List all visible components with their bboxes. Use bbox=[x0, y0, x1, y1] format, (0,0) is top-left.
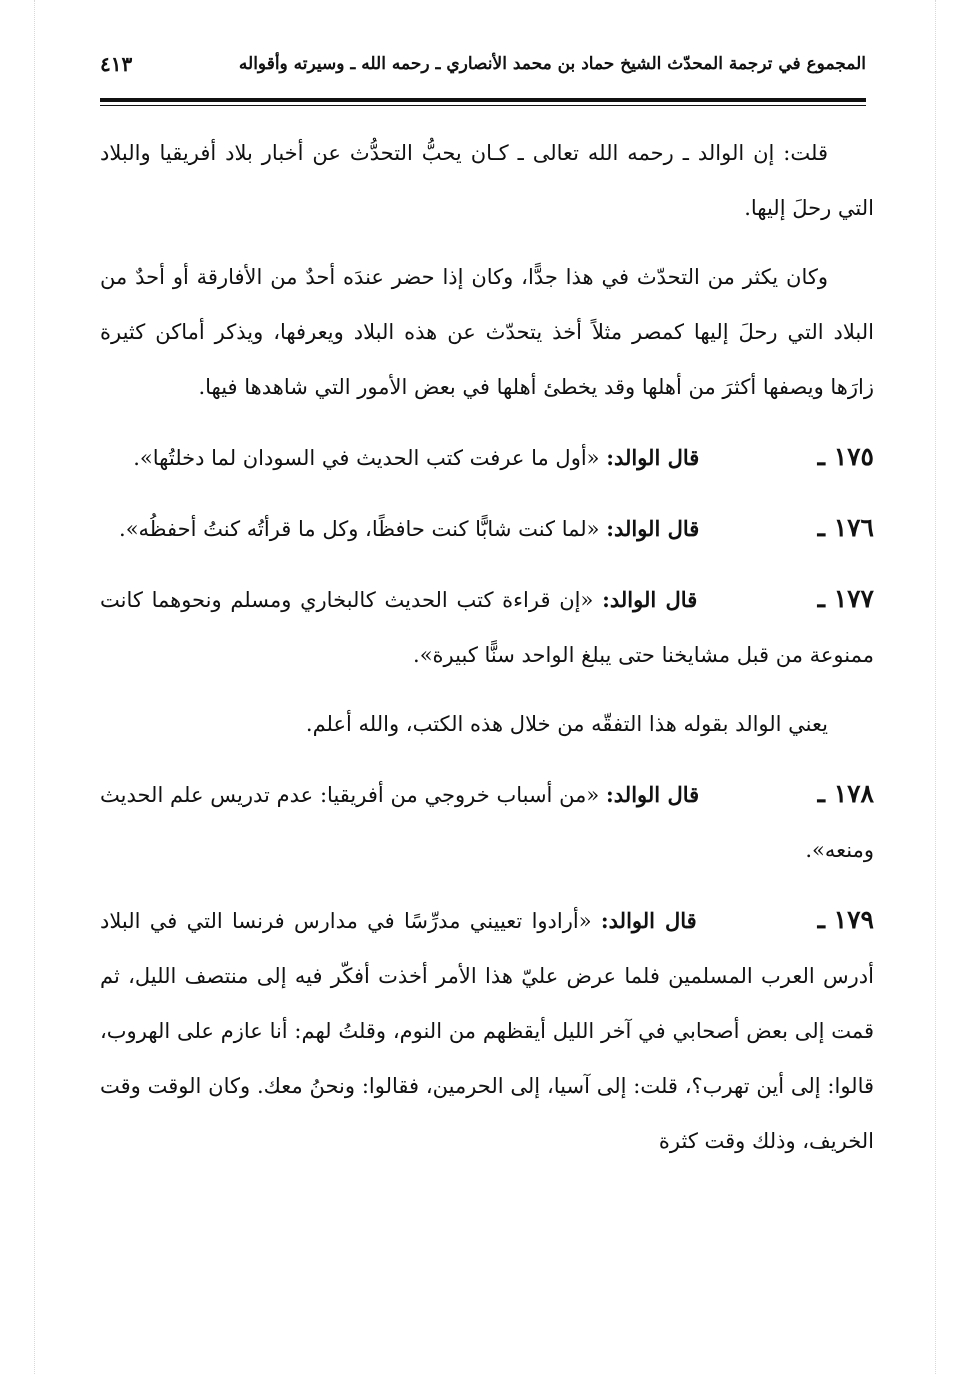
item-number: ١٧٥ ـ bbox=[817, 442, 874, 471]
scan-margin-right bbox=[933, 0, 936, 1374]
numbered-item-178 bbox=[100, 766, 874, 878]
page-number: ٤١٣ bbox=[100, 52, 133, 76]
header-rule-thin bbox=[100, 105, 866, 106]
item-label: قال الوالد: bbox=[600, 908, 697, 933]
item-number: ١٧٨ ـ bbox=[817, 779, 874, 808]
item-number: ١٧٦ ـ bbox=[817, 513, 874, 542]
page-body bbox=[100, 126, 874, 1183]
paragraph-note: يعني الوالد بقوله هذا التفقّه من خلال هذه الكتب، والله أعلم. bbox=[305, 712, 828, 736]
item-label: قال الوالد: bbox=[602, 587, 698, 612]
item-quote: «أرادوا تعييني مدرِّسًا في مدارس فرنسا التي في البلاد أدرس العرب المسلمين فلما عرض عليّ هذا الأمر أخذت أفكّر فيه إلى منتصف الليل، ثم قمت إلى بعض أصحابي في آخر الليل أيقظهم من النوم، وقلتُ لهم: أنا عازم على الهروب، قالوا: إلى أين تهرب؟، قلت: إلى آسيا، إلى الحرمين، فقالوا: ونحنُ معك. وكان الوقت وقت الخريف، وذلك وقت كثرة bbox=[100, 909, 874, 1153]
item-quote: «من أسباب خروجي من أفريقيا: عدم تدريس علم الحديث ومنعه». bbox=[100, 783, 874, 862]
item-quote: «إن قراءة كتب الحديث كالبخاري ومسلم ونحوهما كانت ممنوعة من قبل مشايخنا حتى يبلغ الواحد سنًّا كبيرة». bbox=[100, 588, 874, 667]
numbered-item-179 bbox=[100, 892, 874, 1169]
item-number: ١٧٧ ـ bbox=[817, 584, 874, 613]
running-header bbox=[100, 48, 866, 88]
item-quote: «أول ما عرفت كتب الحديث في السودان لما دخلتُها». bbox=[133, 446, 600, 470]
running-header-title: المجموع في ترجمة المحدّث الشيخ حماد بن محمد الأنصاري ـ رحمه الله ـ وسيرته وأقواله bbox=[238, 54, 866, 74]
item-label: قال الوالد: bbox=[606, 445, 700, 470]
numbered-item-176 bbox=[100, 500, 874, 557]
header-rule-thick bbox=[100, 98, 866, 102]
paragraph-description: وكان يكثر من التحدّث في هذا جدًّا، وكان إذا حضر عندَه أحدٌ من الأفارقة أو أحدٌ من البلاد التي رحلَ إليها كمصر مثلاً أخذ يتحدّث عن هذه البلاد ويعرفها، ويذكر أماكن كثيرة زارَها ويصفها أكثرَ من أهلها وقد يخطئ أهلها في بعض الأمور التي شاهدها فيها. bbox=[100, 265, 874, 399]
item-quote: «لما كنت شابًّا كنت حافظًا، وكل ما قرأتُه كنتُ أحفظُه». bbox=[119, 517, 600, 541]
numbered-item-177 bbox=[100, 571, 874, 683]
item-number: ١٧٩ ـ bbox=[817, 905, 874, 934]
item-label: قال الوالد: bbox=[606, 782, 700, 807]
scan-margin-left bbox=[34, 0, 37, 1374]
numbered-item-175 bbox=[100, 429, 874, 486]
item-label: قال الوالد: bbox=[606, 516, 700, 541]
paragraph-intro: قلت: إن الوالد ـ رحمه الله تعالى ـ كـان يحبُّ التحدُّث عن أخبار بلاد أفريقيا والبلاد التي رحلَ إليها. bbox=[100, 141, 874, 220]
